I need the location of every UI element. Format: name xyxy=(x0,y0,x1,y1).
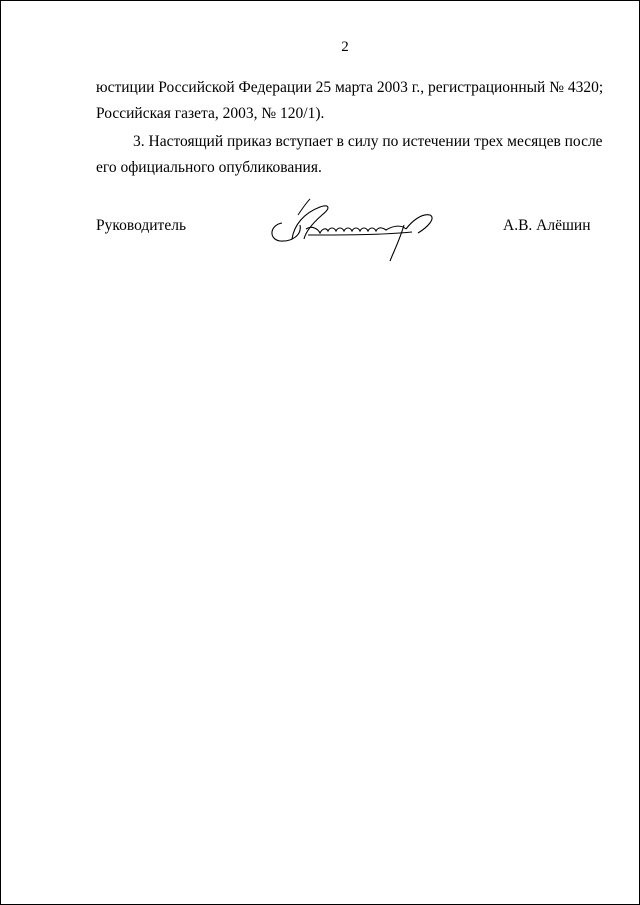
paragraph-line: юстиции Российской Федерации 25 марта 2003 г., регистрационный № 4320; xyxy=(96,79,604,96)
paragraph-line: Российская газета, 2003, № 120/1). xyxy=(96,105,325,122)
page-border-left xyxy=(0,0,1,905)
handwritten-signature xyxy=(262,195,437,265)
signatory-name: А.В. Алёшин xyxy=(503,217,591,234)
page-number: 2 xyxy=(341,39,349,55)
paragraph-line: его официального опубликования. xyxy=(96,159,322,176)
page-border-top xyxy=(0,0,640,1)
paragraph-line: 3. Настоящий приказ вступает в силу по истечении трех месяцев после xyxy=(133,133,603,150)
signatory-title: Руководитель xyxy=(96,217,187,234)
